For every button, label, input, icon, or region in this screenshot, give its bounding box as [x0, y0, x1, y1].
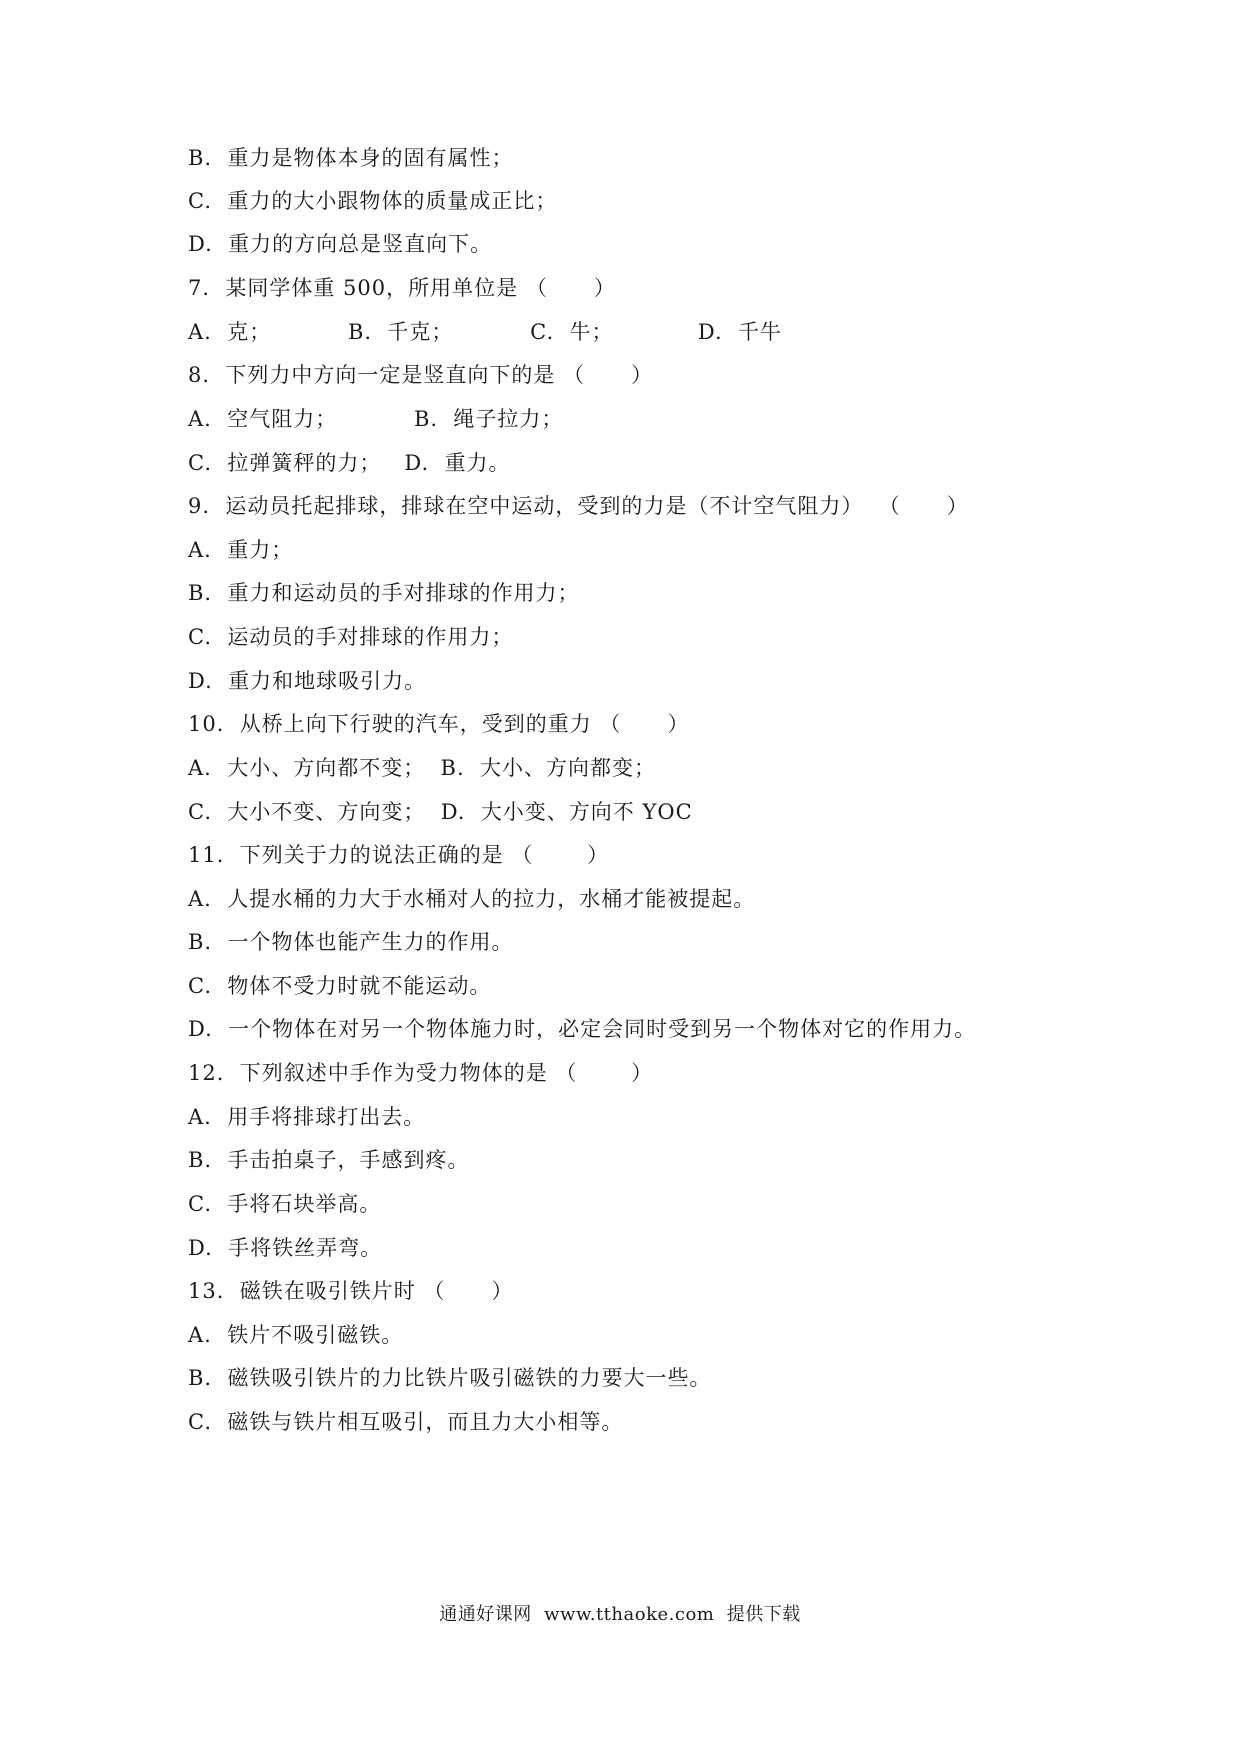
option-12b: B. 手击拍桌子，手感到疼。: [188, 1148, 470, 1172]
option-9c: C. 运动员的手对排球的作用力；: [188, 625, 514, 649]
option-6c: C. 重力的大小跟物体的质量成正比；: [188, 189, 558, 213]
option-6d: D. 重力的方向总是竖直向下。: [188, 232, 493, 256]
options-8-cd: C. 拉弹簧秤的力； D. 重力。: [188, 451, 511, 475]
option-9d: D. 重力和地球吸引力。: [188, 669, 427, 693]
option-11a: A. 人提水桶的力大于水桶对人的拉力，水桶才能被提起。: [188, 887, 756, 911]
options-10-ab: A. 大小、方向都不变； B. 大小、方向都变；: [188, 756, 656, 780]
options-10-cd: C. 大小不变、方向变； D. 大小变、方向不 YOC: [188, 800, 693, 824]
option-9a: A. 重力；: [188, 538, 294, 562]
option-11c: C. 物体不受力时就不能运动。: [188, 974, 492, 998]
question-13: 13. 磁铁在吸引铁片时 （ ）: [188, 1279, 514, 1303]
question-12: 12. 下列叙述中手作为受力物体的是 （ ）: [188, 1061, 654, 1085]
options-7: A. 克； B. 千克； C. 牛； D. 千牛: [188, 320, 783, 344]
question-8: 8. 下列力中方向一定是竖直向下的是 （ ）: [188, 363, 654, 387]
question-10: 10. 从桥上向下行驶的汽车，受到的重力 （ ）: [188, 712, 690, 736]
option-12c: C. 手将石块举高。: [188, 1192, 382, 1216]
option-11b: B. 一个物体也能产生力的作用。: [188, 930, 514, 954]
options-8-ab: A. 空气阻力； B. 绳子拉力；: [188, 407, 564, 431]
question-11: 11. 下列关于力的说法正确的是 （ ）: [188, 843, 610, 867]
option-11d: D. 一个物体在对另一个物体施力时，必定会同时受到另一个物体对它的作用力。: [188, 1017, 977, 1041]
option-13b: B. 磁铁吸引铁片的力比铁片吸引磁铁的力要大一些。: [188, 1366, 712, 1390]
option-6b: B. 重力是物体本身的固有属性；: [188, 146, 514, 170]
page-footer: 通通好课网 www.tthaoke.com 提供下载: [439, 1604, 801, 1625]
option-9b: B. 重力和运动员的手对排球的作用力；: [188, 581, 580, 605]
option-12a: A. 用手将排球打出去。: [188, 1105, 426, 1129]
question-7: 7. 某同学体重 500，所用单位是 （ ）: [188, 276, 616, 300]
question-9: 9. 运动员托起排球，排球在空中运动，受到的力是（不计空气阻力） （ ）: [188, 494, 969, 518]
option-12d: D. 手将铁丝弄弯。: [188, 1236, 383, 1260]
option-13a: A. 铁片不吸引磁铁。: [188, 1323, 404, 1347]
option-13c: C. 磁铁与铁片相互吸引，而且力大小相等。: [188, 1410, 624, 1434]
